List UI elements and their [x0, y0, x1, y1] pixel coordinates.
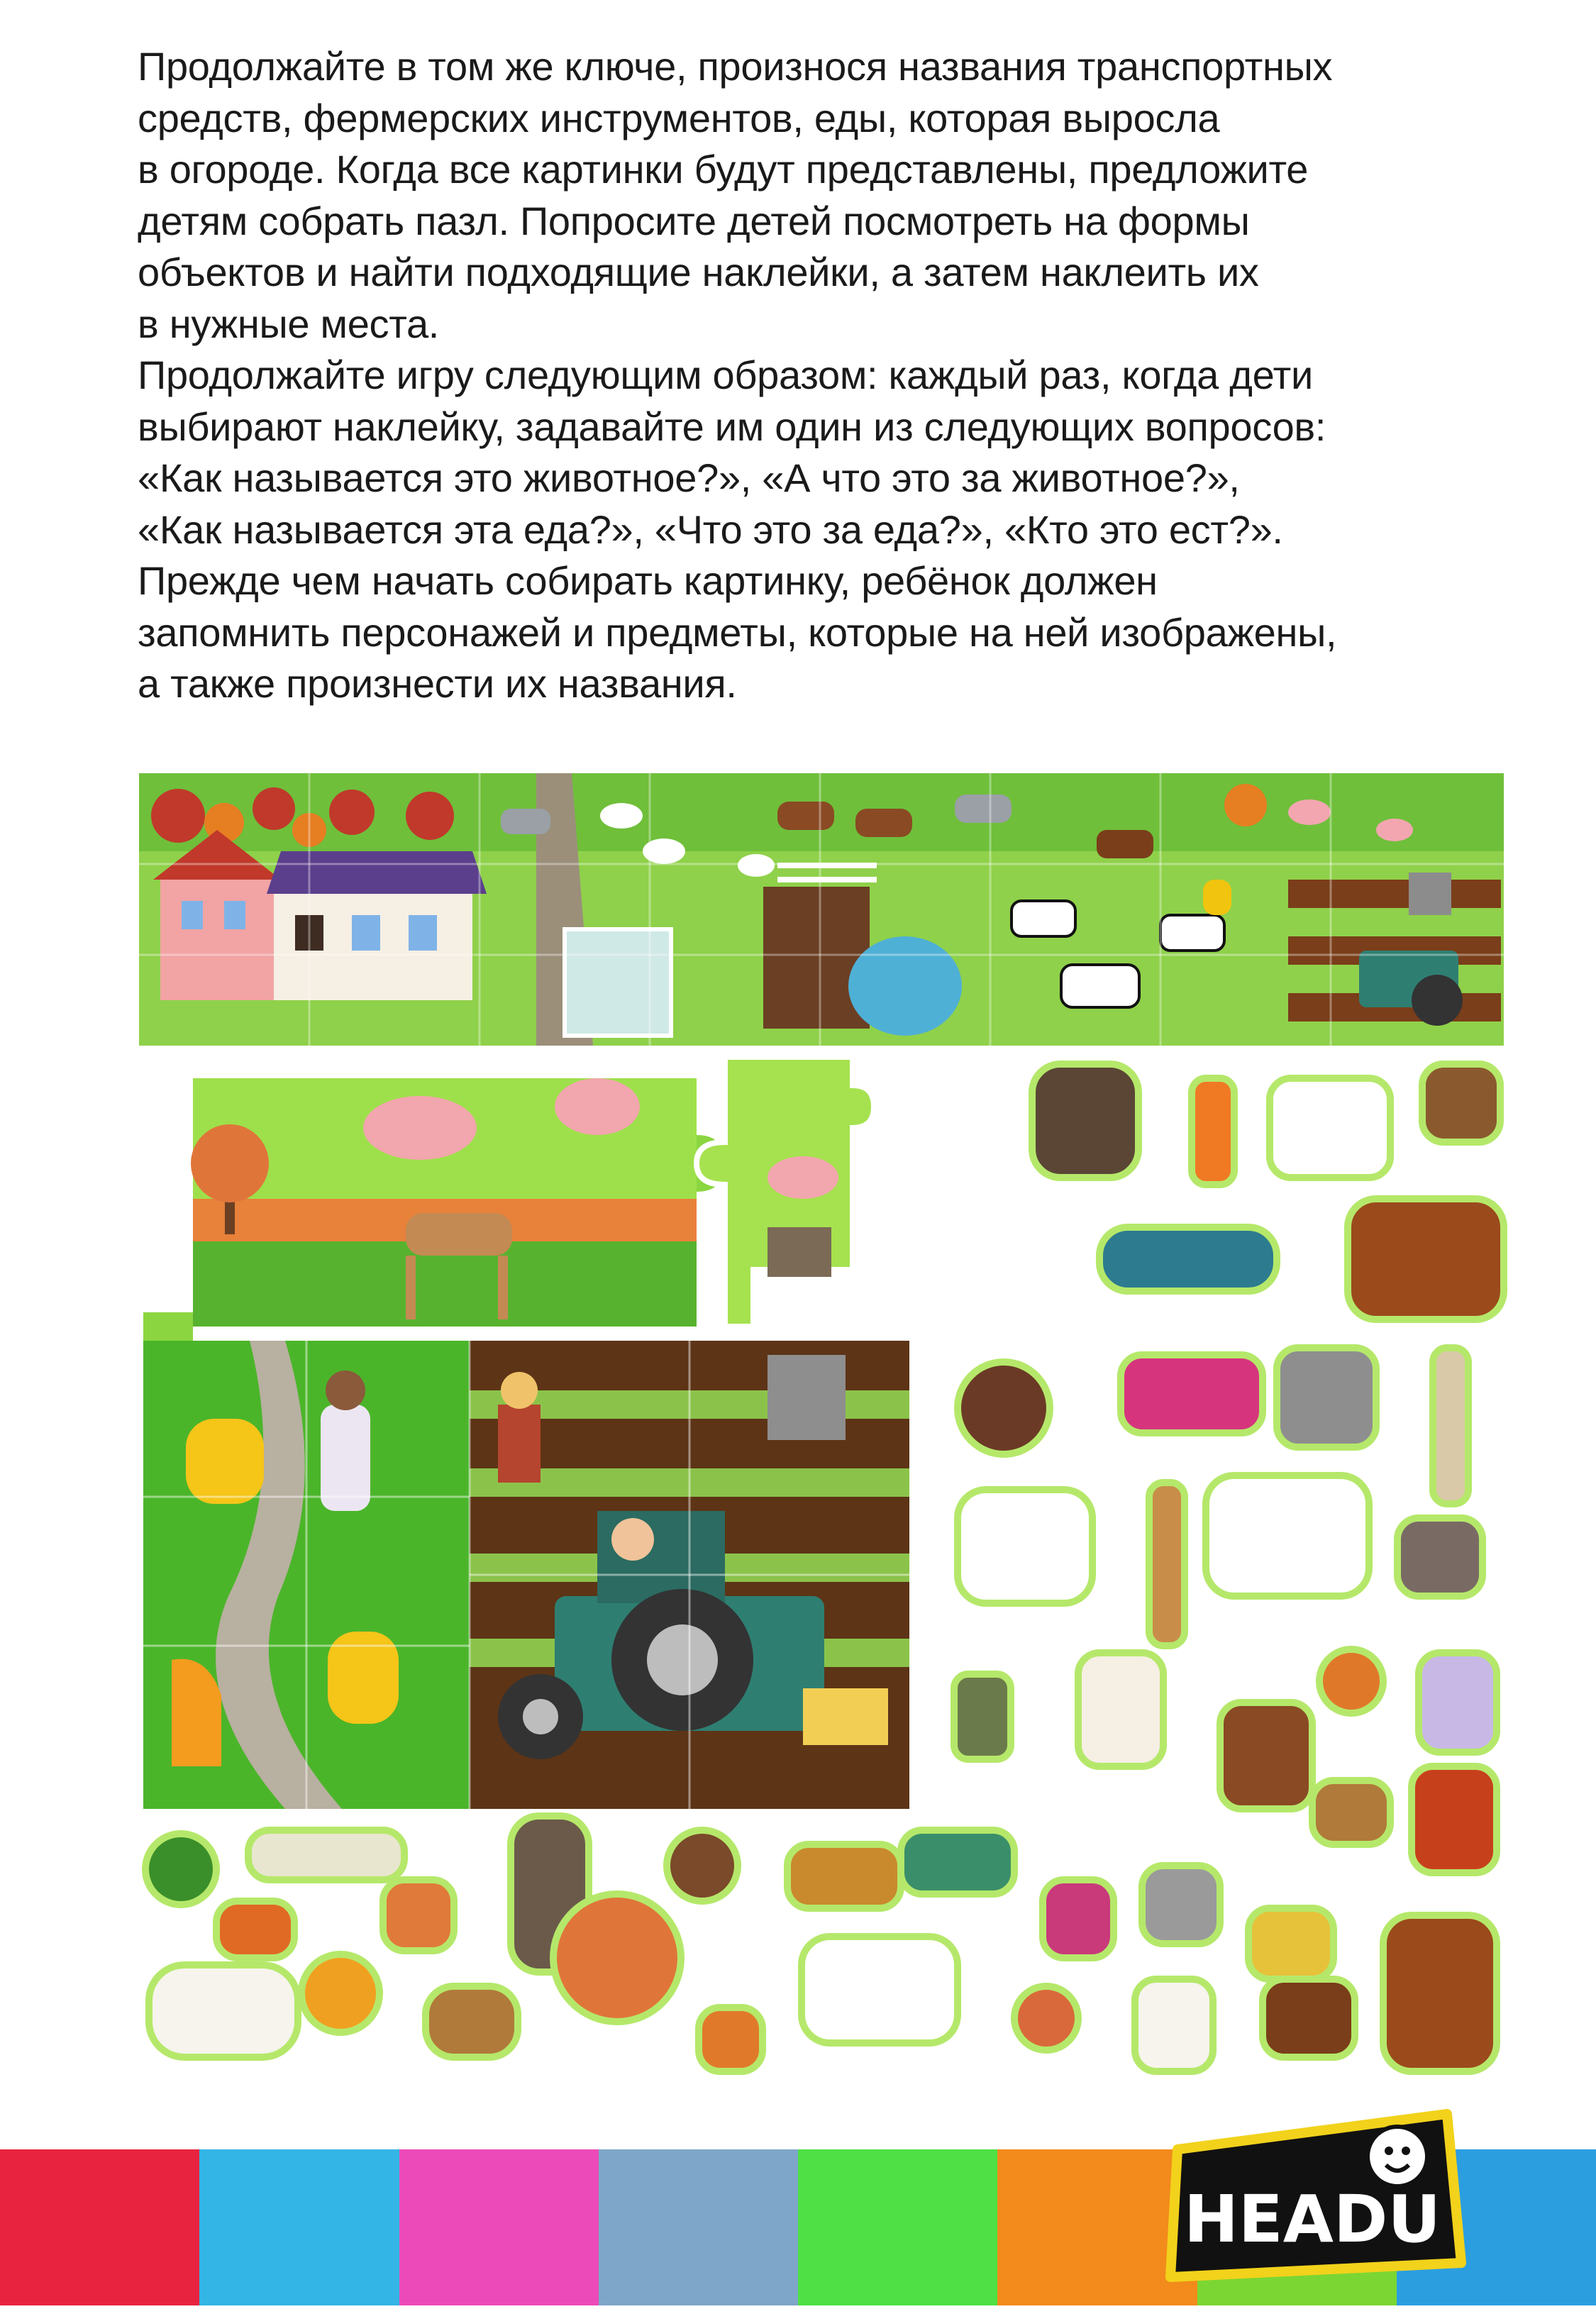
crate-sticker — [1422, 1064, 1500, 1142]
donkey-sticker — [1277, 1348, 1376, 1447]
broom-sticker — [1149, 1483, 1185, 1646]
rake-sticker — [248, 1830, 404, 1880]
instructions-text — [138, 41, 1521, 710]
carrot-sticker — [1192, 1078, 1234, 1185]
instruction-line: в огороде. Когда все картинки будут представлены, предложите — [138, 147, 1309, 192]
goat-sticker — [1078, 1653, 1163, 1766]
instruction-line: в нужные места. — [138, 301, 440, 346]
cow-sticker — [1206, 1475, 1369, 1596]
basket-sticker — [426, 1986, 518, 2057]
turkey-sticker — [667, 1830, 738, 1901]
shovel-sticker — [1433, 1348, 1468, 1504]
bird-sticker — [1043, 1880, 1114, 1958]
instruction-line: «Как называется эта еда?», «Что это за еда?», «Кто это ест?». — [138, 506, 1283, 552]
sheepdog-sticker — [1032, 1064, 1138, 1178]
cow-sticker — [958, 1490, 1092, 1603]
rabbit-sticker — [1397, 1518, 1483, 1596]
color-band-stripe — [798, 2149, 997, 2305]
goat-sticker — [1383, 1915, 1497, 2071]
milk-can-sticker — [954, 1674, 1011, 1759]
bird-sticker — [1014, 1986, 1078, 2050]
instruction-line: Продолжайте в том же ключе, произнося названия транспортных — [138, 44, 1333, 89]
wheelbarrow-sticker — [901, 1830, 1014, 1894]
instruction-line: объектов и найти подходящие наклейки, а затем наклеить их — [138, 250, 1259, 294]
color-band-stripe — [599, 2149, 798, 2305]
logo-text: HEADU — [1183, 2181, 1441, 2257]
tree-sticker — [553, 1894, 681, 2022]
wheelbarrow-sticker — [1121, 1355, 1263, 1433]
fox-sticker — [216, 1901, 294, 1958]
sunflower-sticker — [301, 1954, 379, 2032]
farm-panorama-image — [139, 773, 1504, 1046]
color-band-stripe — [399, 2149, 599, 2305]
cow-sticker — [1270, 1078, 1390, 1178]
headu-logo-mark — [1163, 2100, 1468, 2291]
peacock-sticker — [1099, 1227, 1277, 1291]
farm-puzzle-illustration — [143, 1057, 909, 1809]
instruction-line: Прежде чем начать собирать картинку, ребёнок должен — [138, 558, 1158, 603]
kitten-sticker — [699, 2008, 763, 2071]
turkey-sticker — [958, 1362, 1050, 1454]
flowerbed-sticker — [1263, 1979, 1355, 2057]
color-band-stripe — [0, 2149, 199, 2305]
brown-goat-sticker — [1220, 1702, 1312, 1809]
chick-sticker — [383, 1880, 454, 1951]
farm-panorama-illustration — [139, 773, 1504, 1046]
farm-puzzle-image — [143, 1057, 909, 1809]
rooster-sticker — [1412, 1766, 1497, 1873]
instruction-line: детям собрать пазл. Попросите детей посмотреть на формы — [138, 198, 1250, 243]
sheep-sticker — [149, 1965, 298, 2057]
calf-sticker — [802, 1937, 958, 2043]
chicken-sticker — [1319, 1649, 1383, 1713]
grandma-sticker — [511, 1816, 589, 1972]
turnip-sticker — [1419, 1653, 1497, 1752]
instruction-line: а также произнести их названия. — [138, 661, 737, 706]
instruction-line: запомнить персонажей и предметы, которые на ней изображены, — [138, 609, 1337, 655]
basket-sticker — [1312, 1781, 1390, 1844]
headu-logo — [1163, 2100, 1468, 2291]
instruction-line: «Как называется это животное?», «А что это за животное?», — [138, 455, 1240, 500]
color-band-stripe — [199, 2149, 399, 2305]
horse-sticker — [1348, 1199, 1504, 1319]
instruction-line: средств, фермерских инструментов, еды, которая выросла — [138, 95, 1220, 140]
watermelon-sticker — [145, 1834, 216, 1905]
instruction-line: выбирают наклейку, задавайте им один из следующих вопросов: — [138, 404, 1326, 449]
lamb-sticker — [1135, 1979, 1213, 2071]
cat-sticker — [1142, 1866, 1220, 1944]
corn-sticker — [1248, 1908, 1334, 1979]
instruction-line: Продолжайте игру следующим образом: каждый раз, когда дети — [138, 353, 1313, 397]
vegetables-sticker — [787, 1844, 901, 1908]
